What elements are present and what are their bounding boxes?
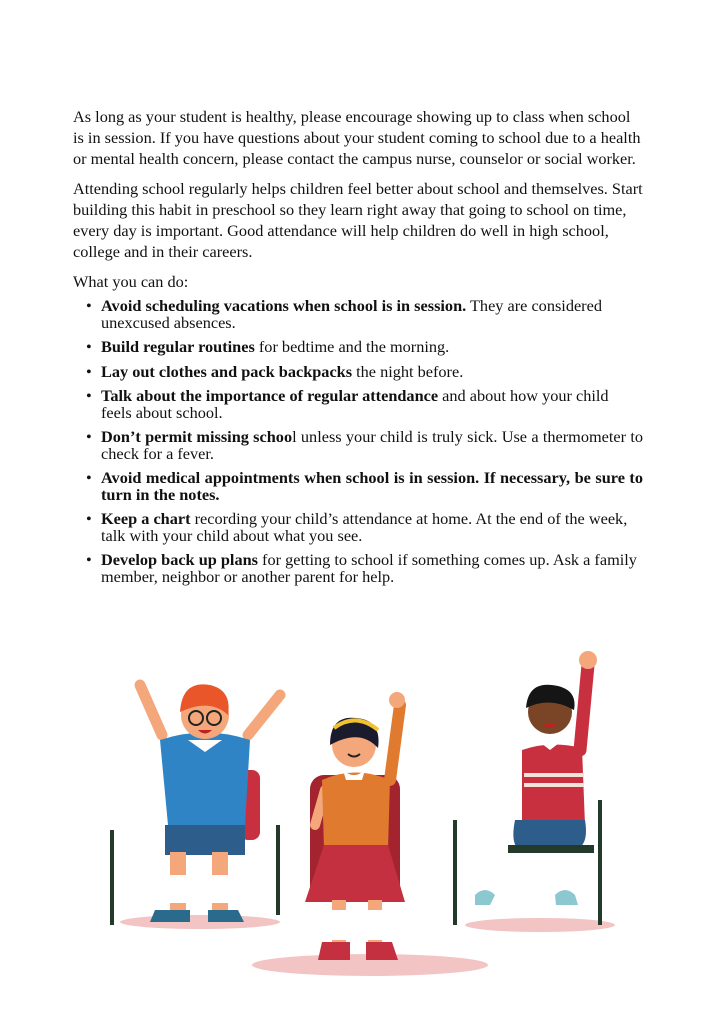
- boy-left-figure: [112, 684, 280, 925]
- tip-bold: Build regular routines: [101, 337, 255, 356]
- tip-text: for bedtime and the morning.: [254, 337, 450, 356]
- tip-text: l unless your child is truly sick. Use a thermometer to check for a fever.: [101, 427, 644, 463]
- boy-right-figure: [455, 651, 600, 925]
- tip-text: and about how your child feels about school.: [101, 386, 609, 422]
- tip-bold: Develop back up plans: [101, 550, 258, 569]
- tips-list: [73, 298, 643, 585]
- list-item: [101, 388, 643, 421]
- tip-text: recording your child’s attendance at home. At the end of the week, talk with your child about what you see.: [101, 509, 628, 545]
- tip-bold: Avoid medical appointments when school is in session. If necessary, be sure to turn in the notes.: [101, 468, 643, 504]
- tip-text: They are considered unexcused absences.: [101, 296, 602, 332]
- list-item: [101, 511, 643, 544]
- children-raising-hands-illustration: [100, 640, 630, 980]
- paragraph-attendance: Attending school regularly helps children feel better about school and themselves. Start building this habit in preschool so they learn right away that going to school on time, every day is important. Good attendance will help children do well in high school, college and in their careers.: [73, 179, 643, 261]
- paragraph-health: As long as your student is healthy, please encourage showing up to class when school is in session. If you have questions about your student coming to school due to a health or mental health concern, please contact the campus nurse, counselor or social worker.: [73, 107, 641, 168]
- tip-bold: Avoid scheduling vacations when school is in session.: [101, 296, 467, 315]
- list-item: [101, 470, 643, 503]
- tip-text: the night before.: [352, 361, 464, 381]
- list-intro: What you can do:: [73, 272, 189, 291]
- document-body: [73, 106, 643, 593]
- tip-text: for getting to school if something comes up. Ask a family member, neighbor or another parent for help.: [101, 550, 637, 586]
- tip-bold: Lay out clothes and pack backpacks: [101, 361, 353, 381]
- list-item: [101, 552, 643, 585]
- list-item: [101, 361, 643, 381]
- tip-bold: Keep a chart: [101, 509, 191, 528]
- girl-middle-figure: [305, 692, 405, 960]
- list-item: [101, 339, 643, 356]
- list-item: [101, 298, 643, 331]
- tip-bold: Don’t permit missing schoo: [101, 427, 293, 446]
- tip-bold: Talk about the importance of regular attendance: [101, 386, 439, 405]
- list-item: [101, 429, 643, 462]
